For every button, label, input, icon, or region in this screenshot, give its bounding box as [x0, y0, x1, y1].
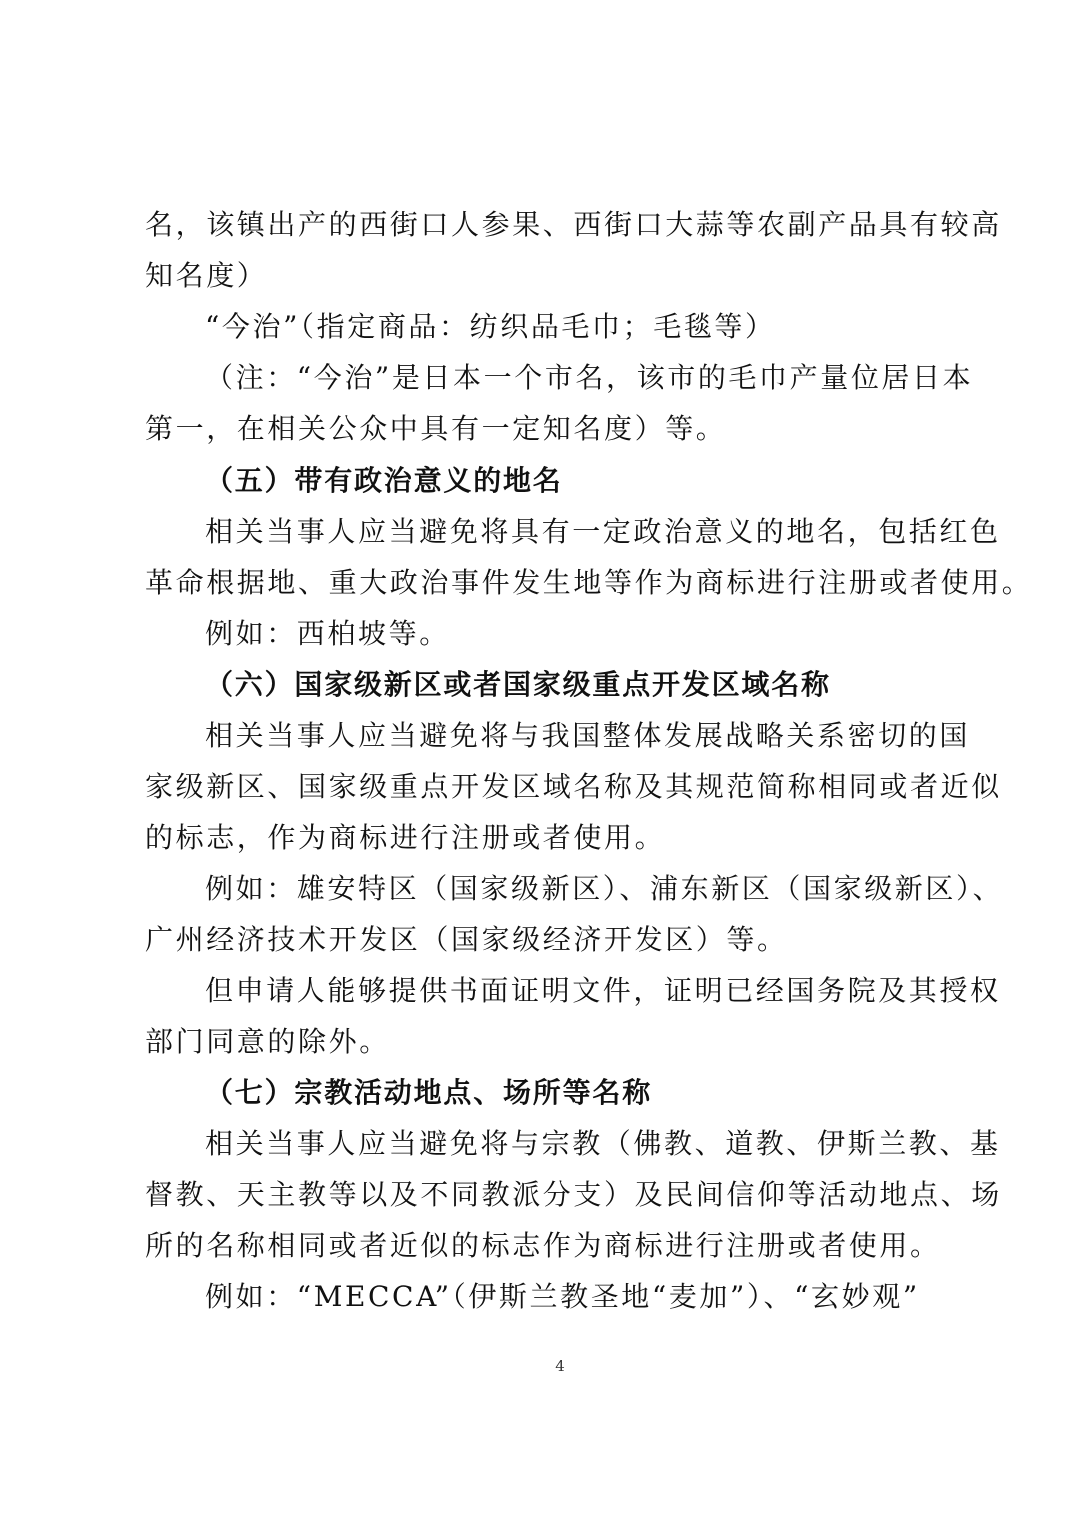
section-heading-7: （七）宗教活动地点、场所等名称: [205, 1076, 653, 1109]
section-5-paragraph-line-1: 相关当事人应当避免将具有一定政治意义的地名，包括红色: [205, 515, 1001, 548]
section-7-paragraph-line-2: 督教、天主教等以及不同教派分支）及民间信仰等活动地点、场: [145, 1178, 1002, 1211]
section-heading-5: （五）带有政治意义的地名: [205, 464, 563, 497]
example-item-imabari: “今治”（指定商品：纺织品毛巾；毛毯等）: [205, 310, 776, 343]
section-6-paragraph-line-2: 家级新区、国家级重点开发区域名称及其规范简称相同或者近似: [145, 770, 1002, 803]
section-5-example: 例如：西柏坡等。: [205, 617, 450, 650]
section-heading-6: （六）国家级新区或者国家级重点开发区域名称: [205, 668, 831, 701]
section-7-paragraph-line-1: 相关当事人应当避免将与宗教（佛教、道教、伊斯兰教、基: [205, 1127, 1001, 1160]
section-7-paragraph-line-3: 所的名称相同或者近似的标志作为商标进行注册或者使用。: [145, 1229, 941, 1262]
section-7-example: 例如：“MECCA”（伊斯兰教圣地“麦加”）、“玄妙观”: [205, 1280, 920, 1313]
section-6-example-line-2: 广州经济技术开发区（国家级经济开发区）等。: [145, 923, 788, 956]
section-6-paragraph-line-3: 的标志，作为商标进行注册或者使用。: [145, 821, 666, 854]
section-6-exception-line-2: 部门同意的除外。: [145, 1025, 390, 1058]
section-6-example-line-1: 例如：雄安特区（国家级新区）、浦东新区（国家级新区）、: [205, 872, 1004, 905]
section-5-paragraph-line-2: 革命根据地、重大政治事件发生地等作为商标进行注册或者使用。: [145, 566, 1033, 599]
paragraph-line-2: 知名度）: [145, 259, 268, 292]
page-number: 4: [555, 1357, 565, 1375]
paragraph-line-1: 名，该镇出产的西街口人参果、西街口大蒜等农副产品具有较高: [145, 208, 1002, 241]
note-line-1: （注：“今治”是日本一个市名，该市的毛巾产量位居日本: [205, 361, 974, 394]
section-6-exception-line-1: 但申请人能够提供书面证明文件，证明已经国务院及其授权: [205, 974, 1001, 1007]
section-6-paragraph-line-1: 相关当事人应当避免将与我国整体发展战略关系密切的国: [205, 719, 971, 752]
note-line-2: 第一，在相关公众中具有一定知名度）等。: [145, 412, 727, 445]
